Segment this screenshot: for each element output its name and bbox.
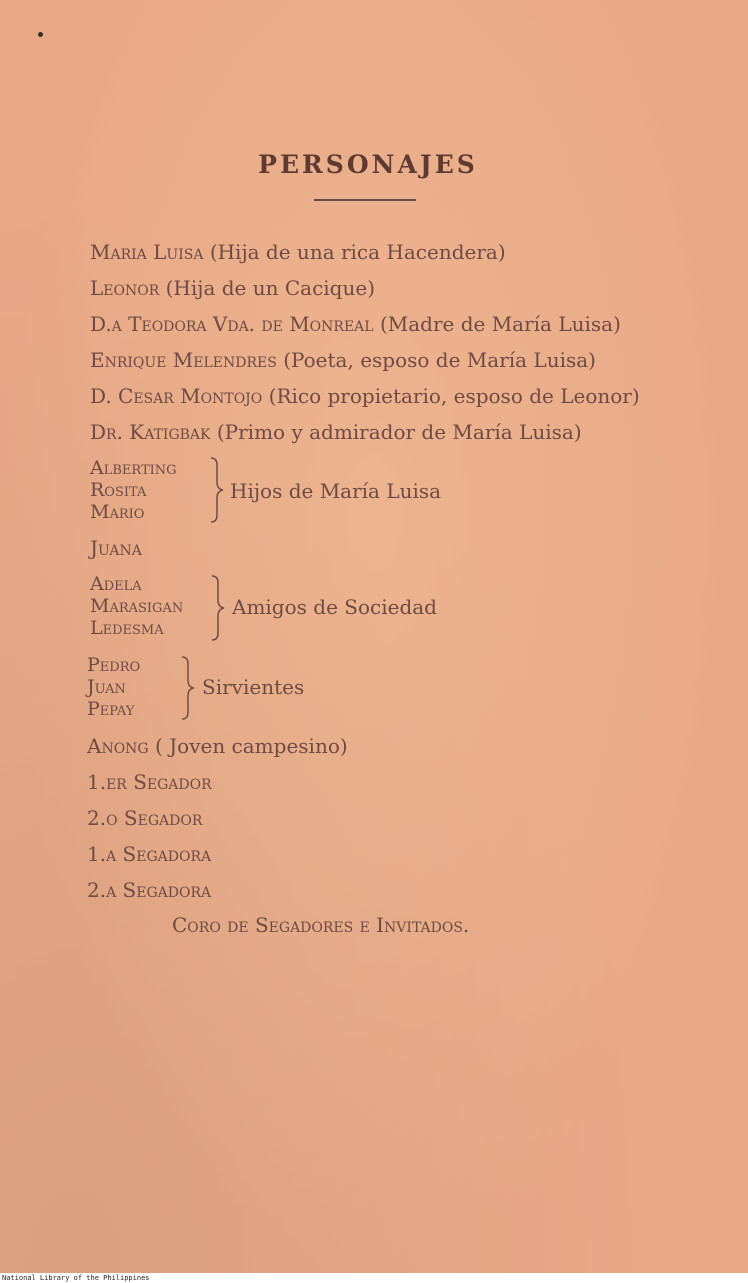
character-line: [87, 734, 348, 758]
character-line: [90, 384, 640, 408]
character-line: [90, 536, 142, 560]
character-name: Anong: [87, 734, 149, 758]
character-line: [87, 770, 212, 794]
character-name: Alberting: [90, 457, 177, 479]
brace-icon: [179, 656, 195, 720]
character-line: [90, 312, 621, 336]
character-line: [87, 842, 211, 866]
group-names: [90, 573, 183, 639]
character-line: [90, 240, 506, 264]
character-desc: (Hija de un Cacique): [165, 276, 375, 300]
character-name: Ledesma: [90, 617, 164, 639]
character-line: [87, 878, 211, 902]
character-name: 1.er Segador: [87, 770, 212, 794]
character-name: 2.o Segador: [87, 806, 203, 830]
character-name: Dr. Katigbak: [90, 420, 211, 444]
character-name: Mario: [90, 501, 145, 523]
character-name: Rosita: [90, 479, 147, 501]
group-names: [90, 457, 177, 523]
chorus-line: [172, 913, 469, 937]
character-desc: (Hija de una rica Hacendera): [209, 240, 506, 264]
brace-icon: [209, 575, 225, 641]
character-desc: (Rico propietario, esposo de Leonor): [268, 384, 640, 408]
group-names: [87, 654, 140, 720]
group-label: Hijos de María Luisa: [230, 479, 442, 503]
character-line: [87, 806, 202, 830]
character-desc: (Madre de María Luisa): [379, 312, 621, 336]
title-underline: [314, 199, 416, 201]
character-name: Juana: [90, 536, 142, 560]
character-name: D. Cesar Montojo: [90, 384, 263, 408]
character-name: Pepay: [87, 698, 135, 720]
library-credit: National Library of the Philippines: [0, 1273, 748, 1283]
group-label: Sirvientes: [202, 675, 305, 699]
brace-icon: [208, 457, 224, 523]
group-label: Amigos de Sociedad: [232, 595, 437, 619]
character-name: Juan: [87, 676, 126, 698]
character-desc: (Poeta, esposo de María Luisa): [283, 348, 596, 372]
character-name: Coro de Segadores e Invitados.: [172, 913, 470, 937]
character-line: [90, 420, 582, 444]
character-name: Marasigan: [90, 595, 184, 617]
character-name: Maria Luisa: [90, 240, 204, 264]
character-name: Adela: [90, 573, 142, 595]
character-line: [90, 348, 596, 372]
character-name: Pedro: [87, 654, 141, 676]
ink-spot: [38, 32, 43, 37]
character-name: 2.a Segadora: [87, 878, 212, 902]
character-name: D.a Teodora Vda. de Monreal: [90, 312, 374, 336]
character-name: 1.a Segadora: [87, 842, 212, 866]
character-line: [90, 276, 375, 300]
character-desc: (Primo y admirador de María Luisa): [216, 420, 582, 444]
character-name: Leonor: [90, 276, 160, 300]
character-desc: ( Joven campesino): [154, 734, 348, 758]
page-title: PERSONAJES: [258, 150, 478, 179]
character-name: Enrique Melendres: [90, 348, 277, 372]
